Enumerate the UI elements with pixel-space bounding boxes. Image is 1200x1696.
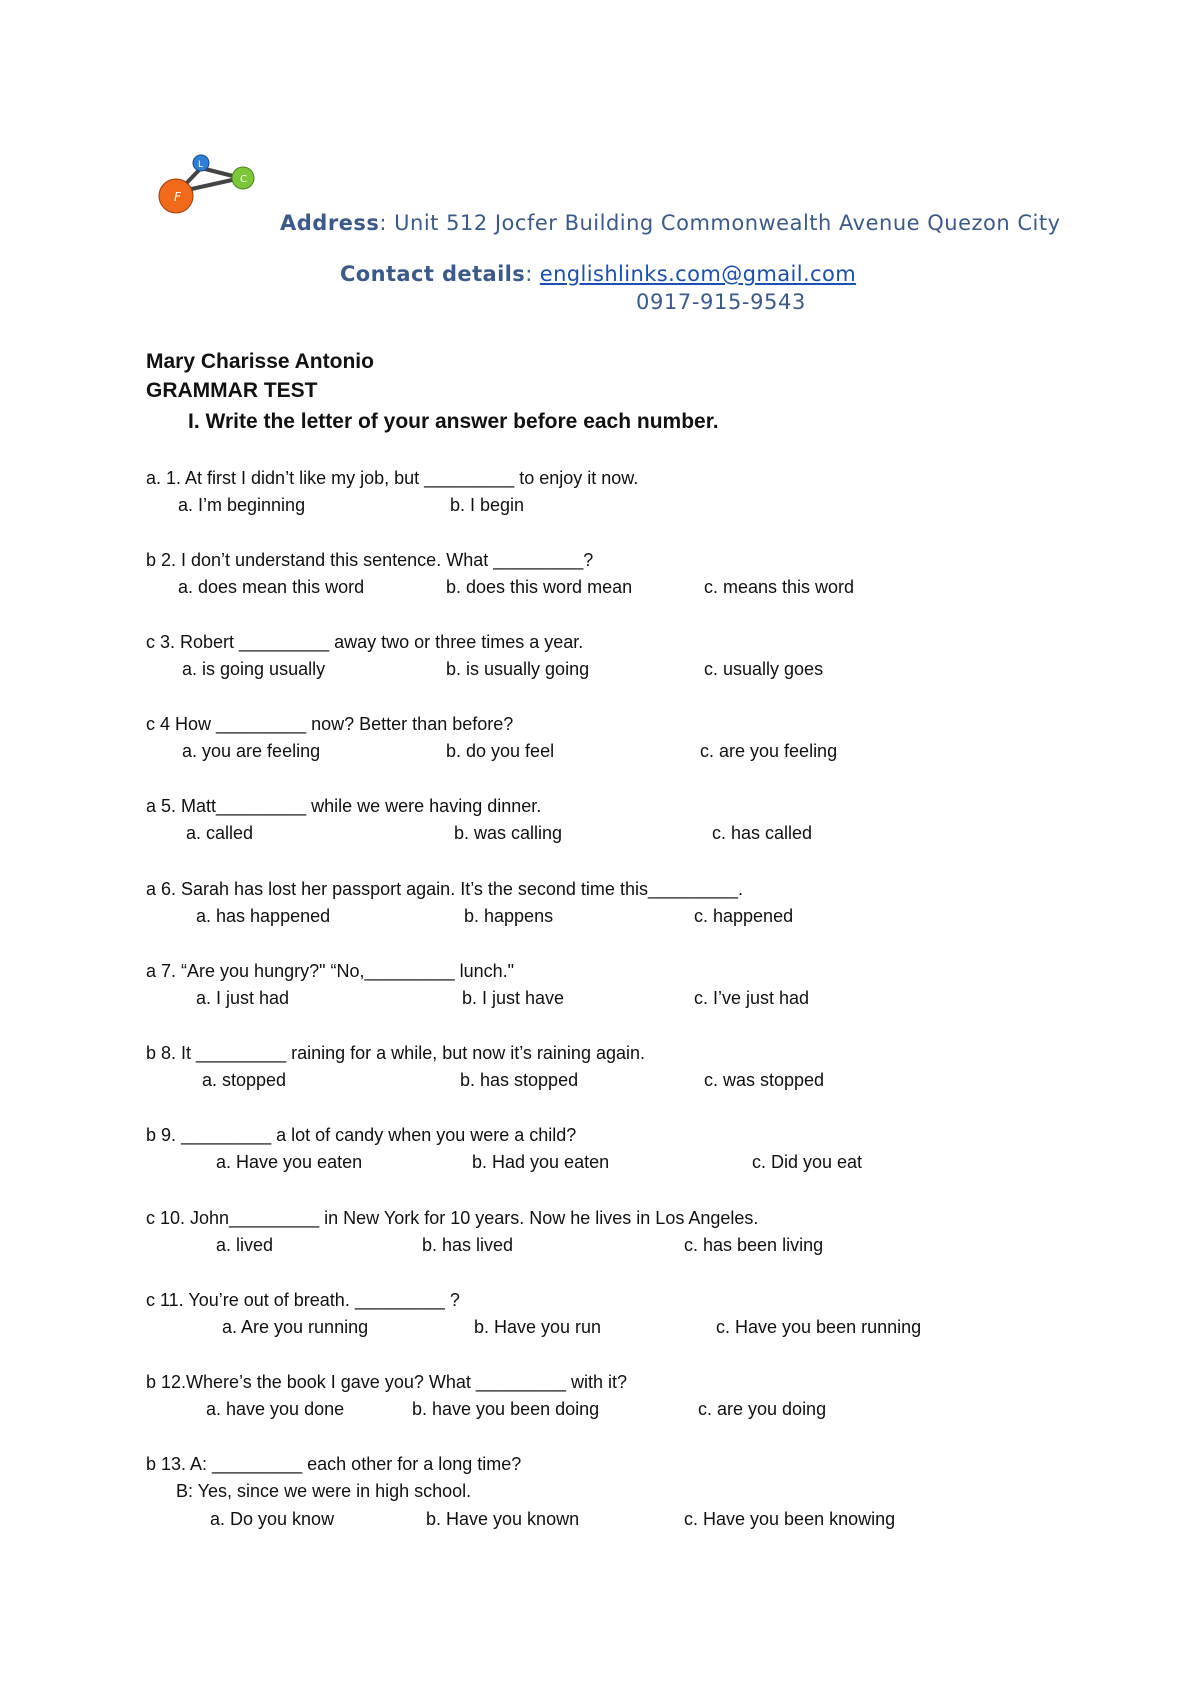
address-label: Address bbox=[280, 211, 380, 235]
answer-option: b. was calling bbox=[454, 823, 563, 843]
answer-option: c. Have you been knowing bbox=[684, 1509, 896, 1529]
answer-option: b. has lived bbox=[422, 1235, 514, 1255]
answer-option: a. Are you running bbox=[222, 1317, 369, 1337]
answer-option: b. do you feel bbox=[446, 741, 555, 761]
question-text: c 11. You’re out of breath. _________ ? bbox=[146, 1290, 460, 1310]
email-link[interactable]: englishlinks.com@gmail.com bbox=[539, 262, 857, 286]
question-text: b 8. It _________ raining for a while, but now it’s raining again. bbox=[146, 1043, 645, 1063]
question-text: c 4 How _________ now? Better than before? bbox=[146, 714, 514, 734]
logo-letter: F bbox=[174, 190, 181, 204]
answer-option: c. was stopped bbox=[704, 1070, 825, 1090]
answer-option: b. happens bbox=[464, 906, 554, 926]
logo-letter: C bbox=[240, 174, 247, 185]
answer-option: a. stopped bbox=[202, 1070, 287, 1090]
answer-option: b. I just have bbox=[462, 988, 565, 1008]
question-text: b 12.Where’s the book I gave you? What _________ with it? bbox=[146, 1372, 627, 1392]
answer-option: c. Did you eat bbox=[752, 1152, 863, 1172]
answer-option: a. have you done bbox=[206, 1399, 345, 1419]
contact-label: Contact details bbox=[340, 262, 526, 286]
test-instruction: I. Write the letter of your answer before each number. bbox=[188, 410, 719, 433]
contact-separator: : bbox=[525, 262, 533, 286]
answer-option: a. you are feeling bbox=[182, 741, 321, 761]
question-text: a. 1. At first I didn’t like my job, but _________ to enjoy it now. bbox=[146, 468, 639, 488]
test-title: GRAMMAR TEST bbox=[146, 379, 318, 402]
address-text: : Unit 512 Jocfer Building Commonwealth Avenue Quezon City bbox=[379, 211, 1061, 235]
question-text: b 13. A: _________ each other for a long time? bbox=[146, 1454, 522, 1474]
logo-letter: L bbox=[198, 160, 204, 170]
question-text: c 10. John_________ in New York for 10 years. Now he lives in Los Angeles. bbox=[146, 1208, 759, 1228]
answer-option: a. I’m beginning bbox=[178, 495, 306, 515]
answer-option: a. lived bbox=[216, 1235, 274, 1255]
answer-option: a. called bbox=[186, 823, 254, 843]
student-name: Mary Charisse Antonio bbox=[146, 350, 374, 373]
answer-option: c. has been living bbox=[684, 1235, 824, 1255]
answer-option: c. usually goes bbox=[704, 659, 824, 679]
answer-option: a. Have you eaten bbox=[216, 1152, 363, 1172]
answer-option: b. have you been doing bbox=[412, 1399, 600, 1419]
answer-option: b. Had you eaten bbox=[472, 1152, 610, 1172]
question-text: c 3. Robert _________ away two or three times a year. bbox=[146, 632, 584, 652]
question-text: b 9. _________ a lot of candy when you were a child? bbox=[146, 1125, 577, 1145]
answer-option: b. Have you run bbox=[474, 1317, 602, 1337]
answer-option: c. happened bbox=[694, 906, 794, 926]
question-text: b 2. I don’t understand this sentence. What _________? bbox=[146, 550, 594, 570]
question-text: a 5. Matt_________ while we were having dinner. bbox=[146, 796, 542, 816]
answer-option: a. does mean this word bbox=[178, 577, 365, 597]
answer-option: c. has called bbox=[712, 823, 813, 843]
answer-option: b. I begin bbox=[450, 495, 525, 515]
answer-option: b. has stopped bbox=[460, 1070, 579, 1090]
answer-option: b. is usually going bbox=[446, 659, 590, 679]
answer-option: a. Do you know bbox=[210, 1509, 335, 1529]
answer-option: b. Have you known bbox=[426, 1509, 580, 1529]
answer-option: a. has happened bbox=[196, 906, 331, 926]
address-line bbox=[146, 210, 1066, 236]
answer-option: a. I just had bbox=[196, 988, 290, 1008]
answer-option: a. is going usually bbox=[182, 659, 326, 679]
answer-option: c. means this word bbox=[704, 577, 855, 597]
answer-option: c. I’ve just had bbox=[694, 988, 810, 1008]
answer-option: c. are you doing bbox=[698, 1399, 827, 1419]
answer-option: c. Have you been running bbox=[716, 1317, 922, 1337]
answer-option: b. does this word mean bbox=[446, 577, 633, 597]
question-text: a 7. “Are you hungry?" “No,_________ lunch." bbox=[146, 961, 515, 981]
contact-line bbox=[340, 262, 856, 286]
phone-number: 0917-915-9543 bbox=[636, 290, 806, 314]
answer-option: c. are you feeling bbox=[700, 741, 838, 761]
question-subline: B: Yes, since we were in high school. bbox=[176, 1481, 472, 1501]
question-text: a 6. Sarah has lost her passport again. It’s the second time this_________. bbox=[146, 879, 744, 899]
